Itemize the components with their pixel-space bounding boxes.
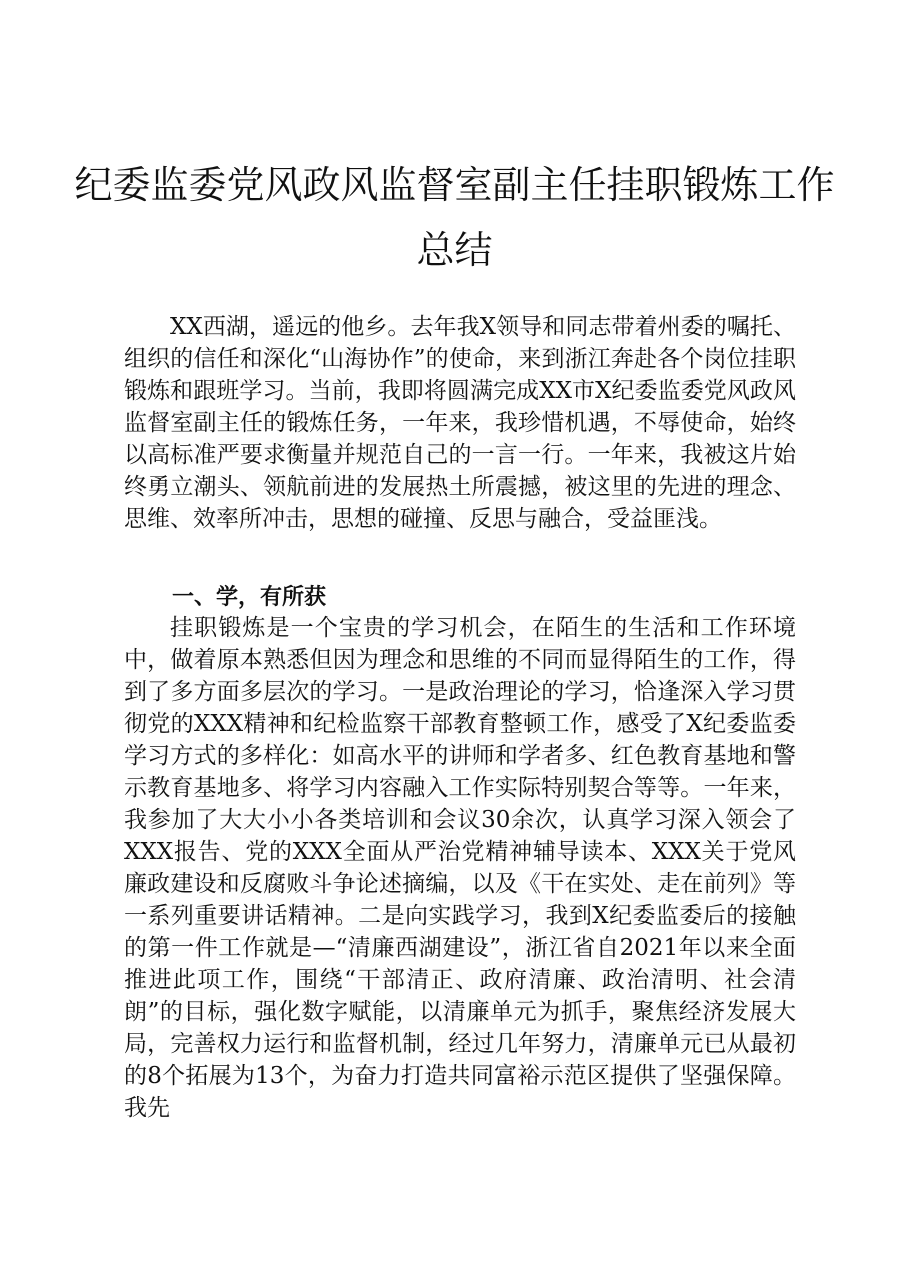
- paragraph-intro: [124, 311, 796, 535]
- paragraph-intro-text: XX西湖，遥远的他乡。去年我X领导和同志带着州委的嘱托、组织的信任和深化“山海协作”的使命，来到浙江奔赴各个岗位挂职锻炼和跟班学习。当前，我即将圆满完成XX市X纪委监委党风政风监督室副主任的锻炼任务，一年来，我珍惜机遇，不辱使命，始终以高标准严要求衡量并规范自己的一言一行。一年来，我被这片始终勇立潮头、领航前进的发展热土所震撼，被这里的先进的理念、思维、效率所冲击，思想的碰撞、反思与融合，受益匪浅。: [124, 314, 796, 532]
- paragraph-learning: [124, 612, 796, 1124]
- paragraph-learning-text: 挂职锻炼是一个宝贵的学习机会，在陌生的生活和工作环境中，做着原本熟悉但因为理念和思维的不同而显得陌生的工作，得到了多方面多层次的学习。一是政治理论的学习，恰逢深入学习贯彻党的XXX精神和纪检监察干部教育整顿工作，感受了X纪委监委学习方式的多样化：如高水平的讲师和学者多、红色教育基地和警示教育基地多、将学习内容融入工作实际特别契合等等。一年来，我参加了大大小小各类培训和会议30余次，认真学习深入领会了XXX报告、党的XXX全面从严治党精神辅导读本、XXX关于党风廉政建设和反腐败斗争论述摘编，以及《干在实处、走在前列》等一系列重要讲话精神。二是向实践学习，我到X纪委监委后的接触的第一件工作就是—“清廉西湖建设”，浙江省自2021年以来全面推进此项工作，围绕“干部清正、政府清廉、政治清明、社会清朗”的目标，强化数字赋能，以清廉单元为抓手，聚焦经济发展大局，完善权力运行和监督机制，经过几年努力，清廉单元已从最初的8个拓展为13个，为奋力打造共同富裕示范区提供了坚强保障。我先: [124, 615, 796, 1121]
- document-title-line-2: 总结: [416, 228, 493, 272]
- document-title-line-1: 纪委监委党风政风监督室副主任挂职锻炼工作: [74, 163, 835, 207]
- section-heading: 一、学，有所获: [172, 585, 327, 610]
